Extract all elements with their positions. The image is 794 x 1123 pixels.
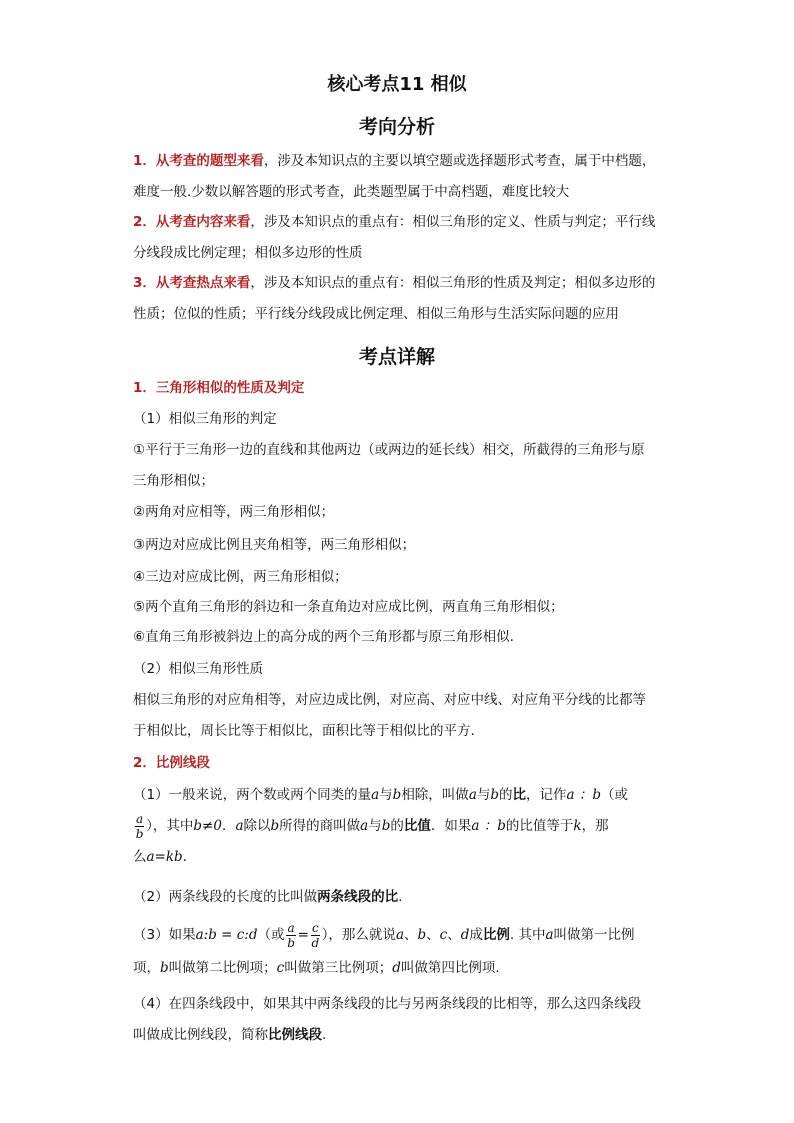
- criterion-6: ⑥直角三角形被斜边上的高分成的两个三角形都与原三角形相似.: [133, 629, 514, 645]
- fraction-denominator: b: [287, 935, 295, 950]
- analysis-text: 难度一般.少数以解答题的形式考查，此类题型属于中高档题，难度比较大: [133, 184, 570, 200]
- fraction-numerator: a: [287, 920, 295, 935]
- text: （1）一般来说，两个数或两个同类的量: [133, 787, 372, 803]
- criterion-1-line: 三角形相似；: [133, 473, 214, 489]
- fraction-a-over-b: [286, 921, 295, 950]
- text: 、: [447, 927, 461, 943]
- topic-heading-similar-triangles: 1．三角形相似的性质及判定: [133, 380, 305, 396]
- variable: d: [460, 927, 470, 943]
- bold-term: 比例: [482, 927, 510, 943]
- text: 叫做第三比例项；: [284, 960, 393, 976]
- text: 叫做成比例线段，简称: [133, 1027, 268, 1043]
- ratio-equation: a:b = c:d: [195, 927, 258, 943]
- variable: a: [468, 787, 477, 803]
- text: 项，: [133, 960, 160, 976]
- variable: a: [545, 927, 554, 943]
- text: 成: [469, 927, 483, 943]
- fraction-a-over-b: [135, 812, 144, 841]
- fraction-numerator: c: [311, 920, 319, 935]
- bold-term: 比: [512, 787, 527, 803]
- subheading-properties: （2）相似三角形性质: [133, 661, 264, 677]
- text: .: [322, 1027, 327, 1043]
- ratio-notation: a ：b: [471, 818, 506, 834]
- analysis-lead-2: 2．从考查内容来看: [133, 214, 251, 230]
- properties-line: 相似三角形的对应角相等，对应边成比例，对应高、对应中线、对应角平分线的比都等: [133, 692, 646, 708]
- text: ．: [182, 849, 197, 865]
- fraction-c-over-d: [311, 921, 320, 950]
- proportion-paragraph: [133, 919, 663, 985]
- variable: c: [276, 960, 285, 976]
- variable: b: [490, 787, 500, 803]
- equals-sign: =: [297, 927, 309, 943]
- text: （或: [601, 787, 629, 803]
- text: 、: [426, 927, 440, 943]
- ratio-definition-paragraph: [133, 780, 663, 873]
- text: 与: [368, 818, 382, 834]
- variable: k: [573, 818, 582, 834]
- text: 叫做第一比例: [553, 927, 635, 943]
- text: ），其中: [146, 818, 194, 834]
- analysis-paragraph-3: [133, 268, 663, 330]
- fraction-denominator: b: [135, 826, 144, 841]
- text: 、: [404, 927, 418, 943]
- criterion-1: [133, 435, 663, 497]
- properties-line: 于相似比，周长比等于相似比，面积比等于相似比的平方.: [133, 723, 475, 739]
- text: 叫做第二比例项；: [168, 960, 277, 976]
- variable: b: [381, 818, 391, 834]
- page-title: 核心考点11 相似: [327, 74, 467, 95]
- text: ．: [221, 818, 236, 834]
- topic-heading-proportional-segments: 2．比例线段: [133, 755, 210, 771]
- bold-term: 比值: [403, 818, 431, 834]
- variable: a: [371, 787, 380, 803]
- text: （4）在四条线段中，如果其中两条线段的比与另两条线段的比相等，那么这四条线段: [133, 996, 642, 1012]
- analysis-text: 性质；位似的性质；平行线分线段成比例定理、相似三角形与生活实际问题的应用: [133, 306, 619, 322]
- fraction-denominator: d: [311, 935, 320, 950]
- text: 么: [133, 849, 147, 865]
- proportional-segments-definition: [133, 989, 663, 1051]
- text: ），那么就说: [321, 927, 396, 943]
- text: （3）如果: [133, 927, 196, 943]
- text: ，那: [581, 818, 609, 834]
- text: （或: [257, 927, 285, 943]
- variable: b: [160, 960, 169, 976]
- analysis-text: ，涉及本知识点的重点有：相似三角形的定义、性质与判定；平行线: [250, 214, 656, 230]
- text: 叫做第四比例项.: [400, 960, 500, 976]
- subheading-criteria: （1）相似三角形的判定: [133, 411, 277, 427]
- text: ，记作: [526, 787, 567, 803]
- bold-term: 比例线段: [268, 1027, 322, 1043]
- condition: b≠0: [193, 818, 222, 834]
- criterion-5: ⑤两个直角三角形的斜边和一条直角边对应成比例，两直角三角形相似；: [133, 599, 564, 615]
- variable: a: [235, 818, 244, 834]
- fraction-numerator: a: [136, 811, 144, 826]
- variable: b: [392, 787, 402, 803]
- properties-paragraph: [133, 685, 663, 747]
- analysis-lead-1: 1．从考查的题型来看: [133, 153, 264, 169]
- text: ．如果: [430, 818, 472, 834]
- text: . 其中: [509, 927, 546, 943]
- ratio-notation: a ：b: [566, 787, 602, 803]
- text: 除以: [243, 818, 271, 834]
- section-heading-analysis: 考向分析: [358, 116, 435, 138]
- criterion-1-line: ①平行于三角形一边的直线和其他两边（或两边的延长线）相交，所截得的三角形与原: [133, 442, 645, 458]
- variable: a: [395, 927, 404, 943]
- variable: d: [392, 960, 401, 976]
- criterion-3: ③两边对应成比例且夹角相等，两三角形相似；: [133, 537, 416, 553]
- analysis-lead-3: 3．从考查热点来看: [133, 275, 251, 291]
- variable: c: [439, 927, 448, 943]
- analysis-text: ，涉及本知识点的重点有：相似三角形的性质及判定；相似多边形的: [250, 275, 656, 291]
- segment-ratio-paragraph: [133, 882, 663, 913]
- text: 的: [390, 818, 404, 834]
- text: 的: [499, 787, 513, 803]
- text: 与: [379, 787, 393, 803]
- variable: b: [270, 818, 280, 834]
- variable: a: [360, 818, 369, 834]
- text: 的比值等于: [505, 818, 574, 834]
- criterion-2: ②两角对应相等，两三角形相似；: [133, 504, 335, 520]
- analysis-text: ，涉及本知识点的主要以填空题或选择题形式考查，属于中档题，: [263, 153, 656, 169]
- text: 所得的商叫做: [279, 818, 361, 834]
- equation: a=kb: [146, 849, 183, 865]
- analysis-paragraph-1: [133, 146, 663, 208]
- variable: b: [417, 927, 427, 943]
- criterion-4: ④三边对应成比例，两三角形相似；: [133, 569, 348, 585]
- section-heading-details: 考点详解: [358, 346, 435, 368]
- text: 与: [476, 787, 491, 803]
- analysis-text: 分线段成比例定理；相似多边形的性质: [133, 245, 363, 261]
- bold-term: 两条线段的比: [317, 889, 399, 905]
- analysis-paragraph-2: [133, 207, 663, 269]
- text: （2）两条线段的长度的比叫做: [133, 889, 318, 905]
- text: .: [398, 889, 403, 905]
- text: 相除，叫做: [401, 787, 469, 803]
